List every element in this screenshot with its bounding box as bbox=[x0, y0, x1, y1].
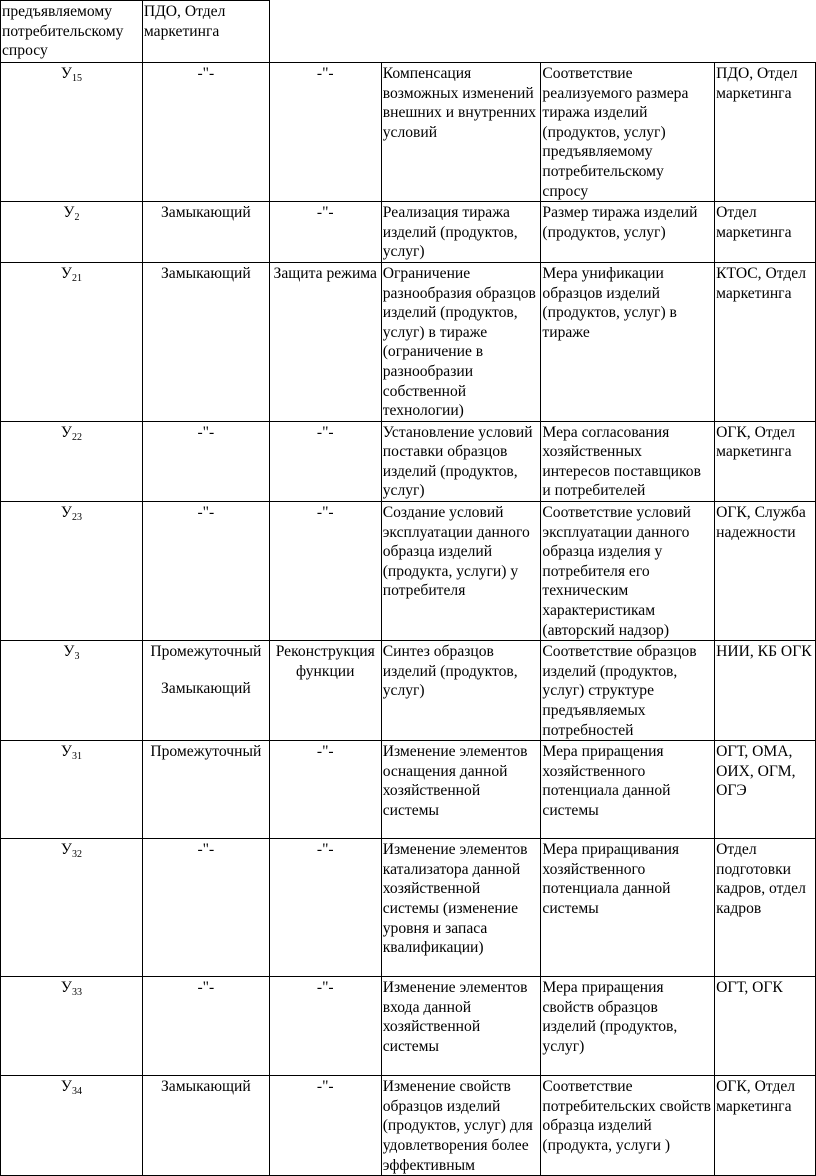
type-primary: Промежуточный bbox=[150, 643, 262, 661]
table-row bbox=[1, 63, 816, 202]
purpose-cell: Установление условий поставки образцов изделий (продуктов, услуг) bbox=[381, 421, 541, 501]
criterion-cell: предъявляемому потребительскому спросу bbox=[1, 1, 143, 63]
purpose-cell: Создание условий эксплуатации данного образца изделий (продукта, услуги) у потребителя bbox=[381, 502, 541, 641]
table-row bbox=[1, 202, 816, 263]
function-cell: -"- bbox=[269, 202, 381, 263]
code-cell: $У_{23}$ bbox=[1, 502, 143, 641]
type-cell: Промежуточный bbox=[142, 741, 269, 839]
code-cell: $У_{15}$ bbox=[1, 63, 143, 202]
function-cell: Реконструкция функции bbox=[269, 641, 381, 741]
purpose-cell: Изменение свойств образцов изделий (продуктов, услуг) для удовлетворения более эффективным bbox=[381, 1076, 541, 1176]
function-cell: Защита режима bbox=[269, 262, 381, 421]
responsible-cell: ОГТ, ОМА, ОИХ, ОГМ, ОГЭ bbox=[715, 741, 816, 839]
purpose-cell: Синтез образцов изделий (продуктов, услуг) bbox=[381, 641, 541, 741]
code-cell: $У_{21}$ bbox=[1, 262, 143, 421]
criterion-cell: Соответствие потребительских свойств образца изделий (продукта, услуги ) bbox=[541, 1076, 715, 1176]
code-cell: $У_2$ bbox=[1, 202, 143, 263]
table-row bbox=[1, 977, 816, 1076]
criterion-cell: Мера приращивания хозяйственного потенциала данной системы bbox=[541, 839, 715, 977]
responsible-cell: ПДО, Отдел маркетинга bbox=[142, 1, 269, 63]
criterion-cell: Мера приращения свойств образцов изделий (продуктов, услуг) bbox=[541, 977, 715, 1076]
responsible-cell: ОГК, Служба надежности bbox=[715, 502, 816, 641]
purpose-cell: Изменение элементов входа данной хозяйственной системы bbox=[381, 977, 541, 1076]
criterion-cell: Соответствие условий эксплуатации данного образца изделия у потребителя его техническим характеристикам (авторский надзор) bbox=[541, 502, 715, 641]
table-row bbox=[1, 839, 816, 977]
responsible-cell: КТОС, Отдел маркетинга bbox=[715, 262, 816, 421]
type-cell: Замыкающий bbox=[142, 1076, 269, 1176]
table-row bbox=[1, 262, 816, 421]
table-row bbox=[1, 502, 816, 641]
table-row bbox=[1, 741, 816, 839]
criterion-cell: Соответствие образцов изделий (продуктов, услуг) структуре предъявляемых потребностей bbox=[541, 641, 715, 741]
type-cell: -"- bbox=[142, 421, 269, 501]
responsible-cell: ОГК, Отдел маркетинга bbox=[715, 1076, 816, 1176]
purpose-cell: Изменение элементов оснащения данной хозяйственной системы bbox=[381, 741, 541, 839]
criterion-cell: Мера приращения хозяйственного потенциала данной системы bbox=[541, 741, 715, 839]
table-row bbox=[1, 1076, 816, 1176]
responsible-cell: ОГТ, ОГК bbox=[715, 977, 816, 1076]
responsible-cell: ОГК, Отдел маркетинга bbox=[715, 421, 816, 501]
type-cell: -"- bbox=[142, 63, 269, 202]
code-cell: $У_{31}$ bbox=[1, 741, 143, 839]
table-row bbox=[1, 421, 816, 501]
function-cell: -"- bbox=[269, 1076, 381, 1176]
type-cell: Замыкающий bbox=[142, 202, 269, 263]
function-cell: -"- bbox=[269, 502, 381, 641]
responsible-cell: ПДО, Отдел маркетинга bbox=[715, 63, 816, 202]
code-cell: $У_3$ bbox=[1, 641, 143, 741]
type-cell: Замыкающий bbox=[142, 262, 269, 421]
criterion-cell: Мера унификации образцов изделий (продуктов, услуг) в тираже bbox=[541, 262, 715, 421]
function-cell: -"- bbox=[269, 839, 381, 977]
code-cell: $У_{33}$ bbox=[1, 977, 143, 1076]
code-cell: $У_{34}$ bbox=[1, 1076, 143, 1176]
type-secondary: Замыкающий bbox=[161, 679, 251, 697]
type-cell bbox=[142, 641, 269, 741]
table-row bbox=[1, 641, 816, 741]
code-cell: $У_{32}$ bbox=[1, 839, 143, 977]
responsible-cell: НИИ, КБ ОГК bbox=[715, 641, 816, 741]
type-cell: -"- bbox=[142, 839, 269, 977]
criterion-cell: Соответствие реализуемого размера тиража изделий (продуктов, услуг) предъявляемому потребительскому спросу bbox=[541, 63, 715, 202]
responsible-cell: Отдел подготовки кадров, отдел кадров bbox=[715, 839, 816, 977]
criterion-cell: Размер тиража изделий (продуктов, услуг) bbox=[541, 202, 715, 263]
code-cell: $У_{22}$ bbox=[1, 421, 143, 501]
purpose-cell: Изменение элементов катализатора данной хозяйственной системы (изменение уровня и запаса квалификации) bbox=[381, 839, 541, 977]
type-cell: -"- bbox=[142, 977, 269, 1076]
purpose-cell: Реализация тиража изделий (продуктов, услуг) bbox=[381, 202, 541, 263]
purpose-cell: Компенсация возможных изменений внешних и внутренних условий bbox=[381, 63, 541, 202]
type-cell: -"- bbox=[142, 502, 269, 641]
function-cell: -"- bbox=[269, 63, 381, 202]
criterion-cell: Мера согласования хозяйственных интересов поставщиков и потребителей bbox=[541, 421, 715, 501]
function-cell: -"- bbox=[269, 421, 381, 501]
table-row bbox=[1, 1, 816, 63]
purpose-cell: Ограничение разнообразия образцов изделий (продуктов, услуг) в тираже (ограничение в разнообразии собственной технологии) bbox=[381, 262, 541, 421]
function-cell: -"- bbox=[269, 977, 381, 1076]
function-cell: -"- bbox=[269, 741, 381, 839]
responsible-cell: Отдел маркетинга bbox=[715, 202, 816, 263]
